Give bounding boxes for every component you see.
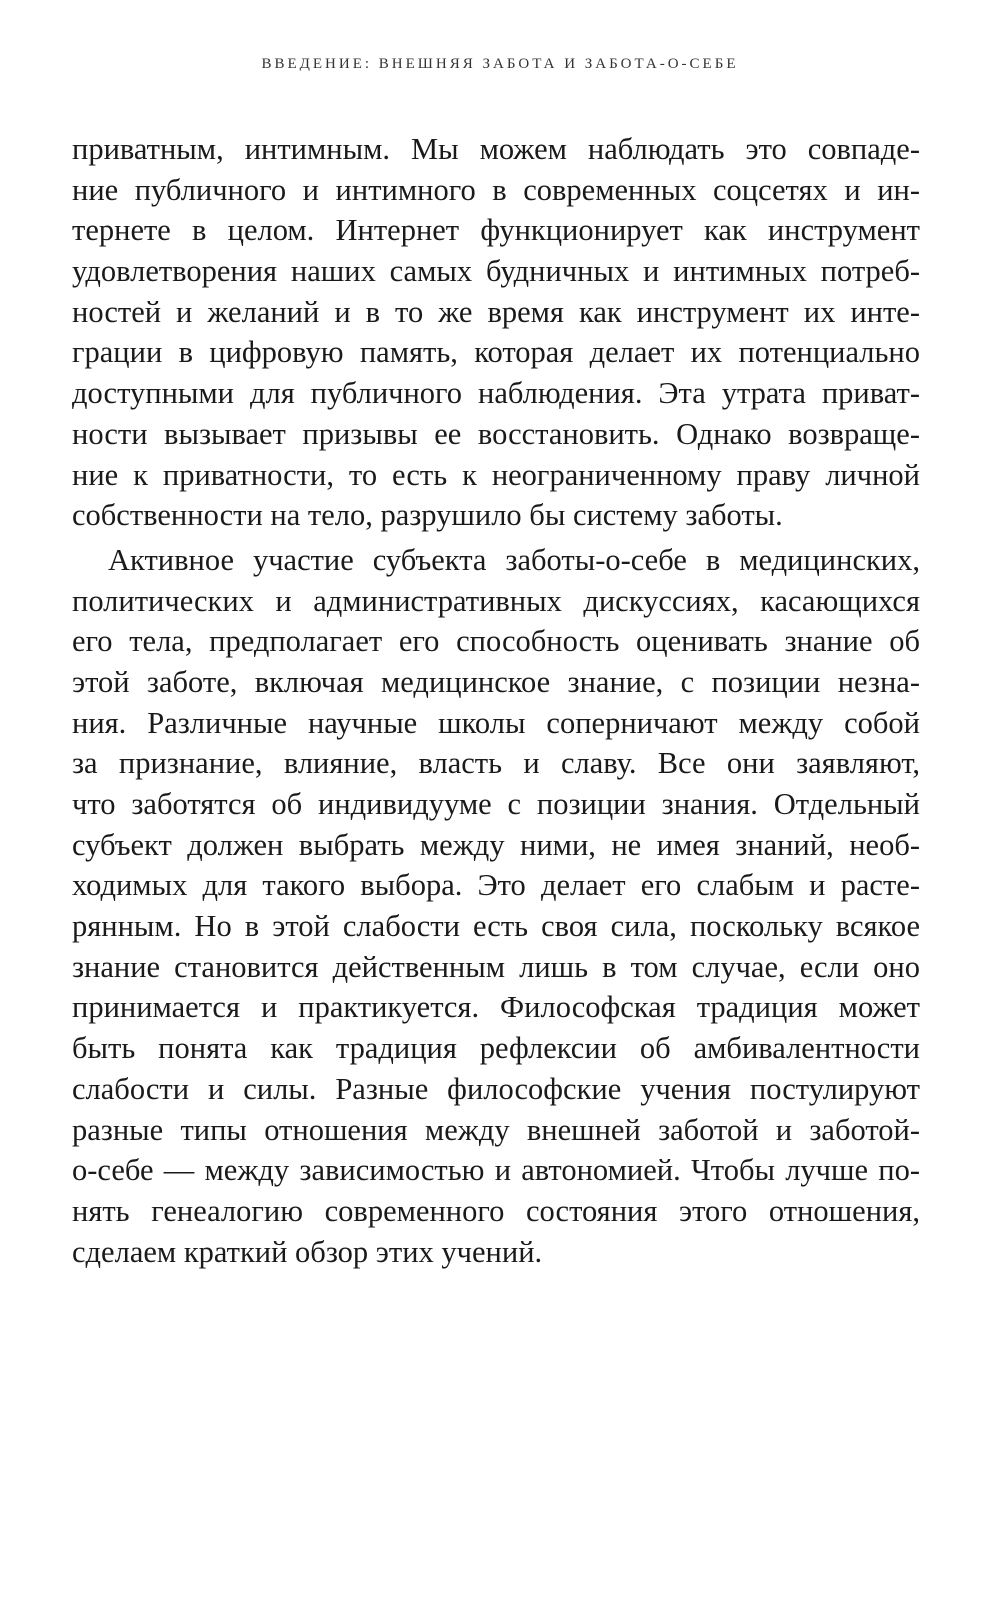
text-line: собственности на тело, разрушило бы систему заботы. — [72, 498, 783, 533]
paragraph-1 — [72, 129, 920, 536]
text-line: этой заботе, включая медицинское знание, с позиции незна- — [72, 664, 920, 699]
text-line: нять генеалогию современного состояния этого отношения, — [72, 1193, 920, 1228]
text-line: ние публичного и интимного в современных соцсетях и ин- — [72, 172, 920, 207]
text-line: Активное участие субъекта заботы-о-себе в медицинских, — [108, 542, 920, 577]
text-line: ния. Различные научные школы соперничают между собой — [72, 705, 920, 740]
running-header: ВВЕДЕНИЕ: ВНЕШНЯЯ ЗАБОТА И ЗАБОТА-О-СЕБЕ — [261, 56, 739, 72]
text-line: ходимых для такого выбора. Это делает его слабым и расте- — [72, 868, 920, 903]
text-line: удовлетворения наших самых будничных и интимных потреб- — [72, 254, 920, 289]
text-line: субъект должен выбрать между ними, не имея знаний, необ- — [72, 827, 920, 862]
text-line: о-себе — между зависимостью и автономией. Чтобы лучше по- — [72, 1153, 920, 1188]
text-line: быть понята как традиция рефлексии об амбивалентности — [72, 1031, 920, 1066]
text-line: ностей и желаний и в то же время как инструмент их инте- — [72, 294, 920, 329]
text-line: рянным. Но в этой слабости есть своя сила, поскольку всякое — [72, 909, 920, 944]
text-line: за признание, влияние, власть и славу. Все они заявляют, — [72, 746, 920, 781]
text-line: слабости и силы. Разные философские учения постулируют — [72, 1071, 920, 1106]
text-line: доступными для публичного наблюдения. Эта утрата приват- — [72, 376, 920, 411]
text-line: ние к приватности, то есть к неограниченному праву личной — [72, 457, 920, 492]
text-line: знание становится действенным лишь в том случае, если оно — [72, 949, 920, 984]
text-line: приватным, интимным. Мы можем наблюдать это совпаде- — [72, 132, 920, 166]
text-line: разные типы отношения между внешней заботой и заботой- — [72, 1112, 920, 1147]
text-line: принимается и практикуется. Философская традиция может — [72, 990, 920, 1025]
paragraph-2 — [72, 540, 920, 1272]
text-line: его тела, предполагает его способность оценивать знание об — [72, 624, 920, 659]
text-line: политических и административных дискуссиях, касающихся — [72, 583, 920, 618]
body-text — [72, 129, 920, 1272]
text-line: ности вызывает призывы ее восстановить. Однако возвраще- — [72, 416, 920, 451]
text-line: сделаем краткий обзор этих учений. — [72, 1234, 543, 1269]
text-line: что заботятся об индивидууме с позиции знания. Отдельный — [72, 787, 920, 821]
text-line: грации в цифровую память, которая делает их потенциально — [72, 335, 920, 370]
text-line: тернете в целом. Интернет функционирует как инструмент — [72, 213, 920, 248]
